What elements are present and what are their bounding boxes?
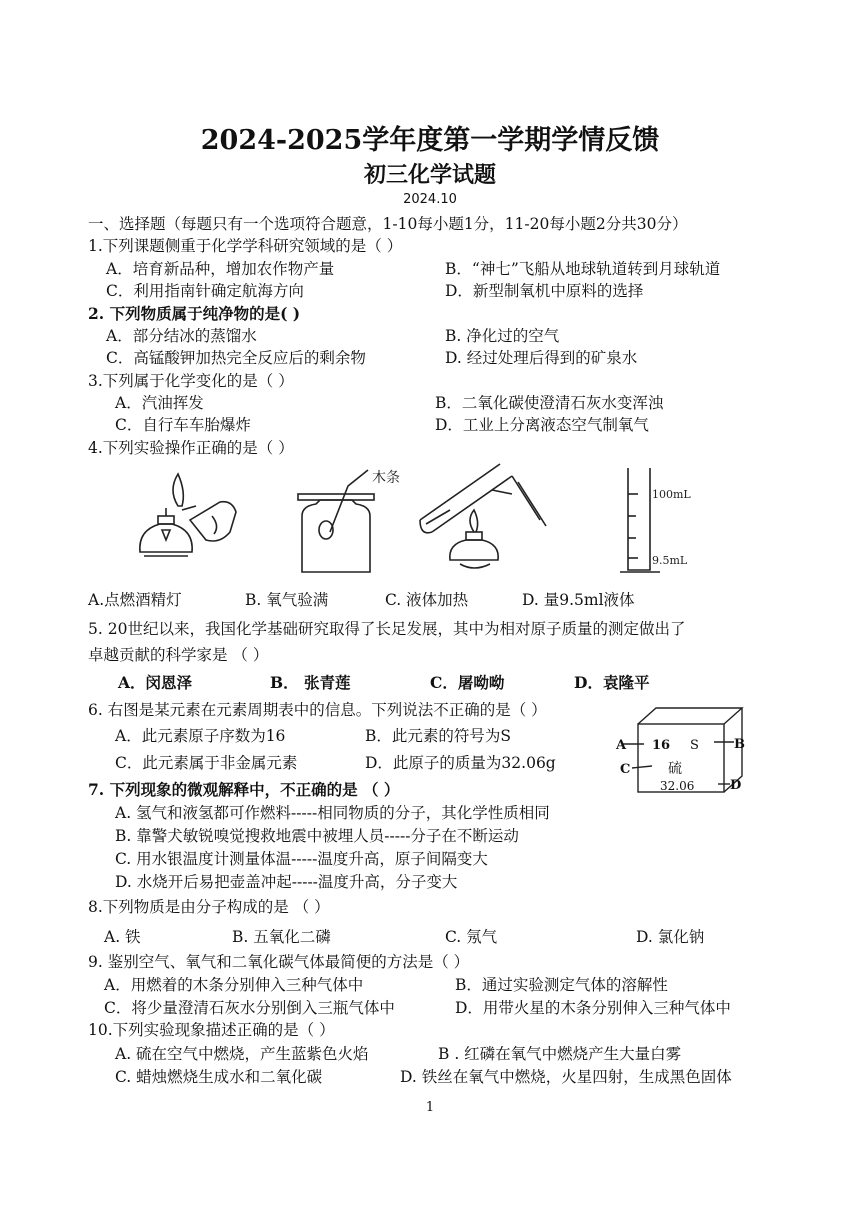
question-5-option-c: C．屠呦呦	[430, 673, 505, 692]
question-10-stem: 10.下列实验现象描述正确的是（ ）	[88, 1021, 335, 1039]
question-1-option-a: A．培育新品种，增加农作物产量	[106, 260, 335, 278]
question-8-stem: 8.下列物质是由分子构成的是 （ ）	[88, 898, 330, 916]
question-1-option-b: B．“神七”飞船从地球轨道转到月球轨道	[445, 260, 721, 278]
question-6-stem: 6. 右图是某元素在元素周期表中的信息。下列说法不正确的是（ ）	[88, 701, 547, 719]
splint-label: 木条	[372, 470, 400, 486]
cylinder-label-top: 100mL	[652, 488, 691, 501]
element-pointer-d: D	[730, 778, 742, 793]
question-5-option-a: A．闵恩泽	[118, 673, 193, 692]
question-3-stem: 3.下列属于化学变化的是（ ）	[88, 372, 294, 390]
question-3-option-d: D．工业上分离液态空气制氧气	[435, 416, 649, 434]
question-4-option-a: A.点燃酒精灯	[88, 591, 182, 609]
question-1-option-c: C．利用指南针确定航海方向	[106, 282, 304, 300]
question-3-option-c: C．自行车车胎爆炸	[115, 416, 251, 434]
question-8-option-c: C. 氖气	[445, 928, 498, 946]
question-2-option-d: D. 经过处理后得到的矿泉水	[445, 349, 638, 367]
cylinder-label-bottom: 9.5mL	[652, 554, 688, 567]
element-pointer-b: B	[734, 737, 745, 752]
question-1-option-d: D．新型制氧机中原料的选择	[445, 282, 644, 300]
question-9-option-b: B．通过实验测定气体的溶解性	[455, 976, 668, 994]
page-title: 2024-2025学年度第一学期学情反馈	[200, 125, 660, 156]
question-10-option-b: B . 红磷在氧气中燃烧产生大量白雾	[438, 1045, 682, 1063]
element-pointer-a: A	[616, 738, 627, 753]
question-9-option-a: A．用燃着的木条分别伸入三种气体中	[104, 976, 364, 994]
element-atomic-number: 16	[652, 738, 671, 753]
element-pointer-c: C	[620, 762, 631, 777]
question-5-option-d: D．袁隆平	[574, 673, 650, 692]
question-2-option-a: A．部分结冰的蒸馏水	[106, 327, 257, 345]
question-10-option-c: C. 蜡烛燃烧生成水和二氧化碳	[115, 1068, 323, 1086]
question-2-option-c: C．高锰酸钾加热完全反应后的剩余物	[106, 349, 366, 367]
section-heading: 一、选择题（每题只有一个选项符合题意，1-10每小题1分，11-20每小题2分共30分）	[88, 215, 688, 233]
question-6-option-b: B．此元素的符号为S	[365, 727, 512, 745]
element-name: 硫	[668, 761, 682, 777]
question-5-stem-line2: 卓越贡献的科学家是 （ ）	[88, 646, 269, 664]
question-7-option-c: C. 用水银温度计测量体温-----温度升高，原子间隔变大	[115, 850, 488, 868]
question-9-option-c: C．将少量澄清石灰水分别倒入三瓶气体中	[104, 999, 395, 1017]
question-6-option-a: A．此元素原子序数为16	[115, 727, 286, 745]
question-10-option-d: D. 铁丝在氧气中燃烧，火星四射，生成黑色固体	[400, 1068, 732, 1086]
figure-b-gas-bottle	[298, 470, 374, 572]
question-2-stem: 2. 下列物质属于纯净物的是( )	[88, 304, 301, 323]
page-number: 1	[425, 1100, 435, 1115]
question-3-option-b: B．二氧化碳使澄清石灰水变浑浊	[435, 394, 664, 412]
element-cell-figure	[612, 704, 772, 800]
question-8-option-d: D. 氯化钠	[636, 928, 705, 946]
question-4-option-c: C. 液体加热	[385, 591, 469, 609]
page-subtitle: 初三化学试题	[363, 162, 496, 188]
question-4-option-b: B. 氧气验满	[245, 591, 329, 609]
question-9-option-d: D．用带火星的木条分别伸入三种气体中	[455, 999, 731, 1017]
question-7-option-b: B. 靠警犬敏锐嗅觉搜救地震中被埋人员-----分子在不断运动	[115, 827, 519, 845]
question-5-stem-line1: 5. 20世纪以来，我国化学基础研究取得了长足发展，其中为相对原子质量的测定做出了	[88, 620, 686, 638]
question-6-option-d: D．此原子的质量为32.06g	[365, 754, 556, 772]
exam-date: 2024.10	[403, 192, 457, 207]
experiment-figures	[120, 460, 730, 582]
question-1-stem: 1.下列课题侧重于化学学科研究领域的是（ ）	[88, 237, 403, 255]
question-10-option-a: A. 硫在空气中燃烧，产生蓝紫色火焰	[115, 1045, 369, 1063]
question-7-stem: 7. 下列现象的微观解释中，不正确的是 （ ）	[88, 780, 400, 799]
question-9-stem: 9. 鉴别空气、氧气和二氧化碳气体最简便的方法是（ ）	[88, 953, 470, 971]
question-4-stem: 4.下列实验操作正确的是（ ）	[88, 439, 294, 457]
question-3-option-a: A．汽油挥发	[115, 394, 204, 412]
question-8-option-a: A. 铁	[104, 928, 141, 946]
question-8-option-b: B. 五氧化二磷	[232, 928, 331, 946]
figure-c-heating-test-tube	[420, 464, 546, 568]
question-4-option-d: D. 量9.5ml液体	[522, 591, 635, 609]
element-symbol: S	[690, 738, 699, 753]
question-7-option-a: A. 氢气和液氢都可作燃料-----相同物质的分子，其化学性质相同	[115, 804, 550, 822]
question-2-option-b: B. 净化过的空气	[445, 327, 560, 345]
figure-a-alcohol-lamps	[140, 474, 236, 556]
question-6-option-c: C．此元素属于非金属元素	[115, 754, 298, 772]
question-7-option-d: D. 水烧开后易把壶盖冲起-----温度升高，分子变大	[115, 873, 458, 891]
element-mass: 32.06	[660, 779, 695, 793]
question-5-option-b: B． 张青莲	[270, 673, 351, 692]
